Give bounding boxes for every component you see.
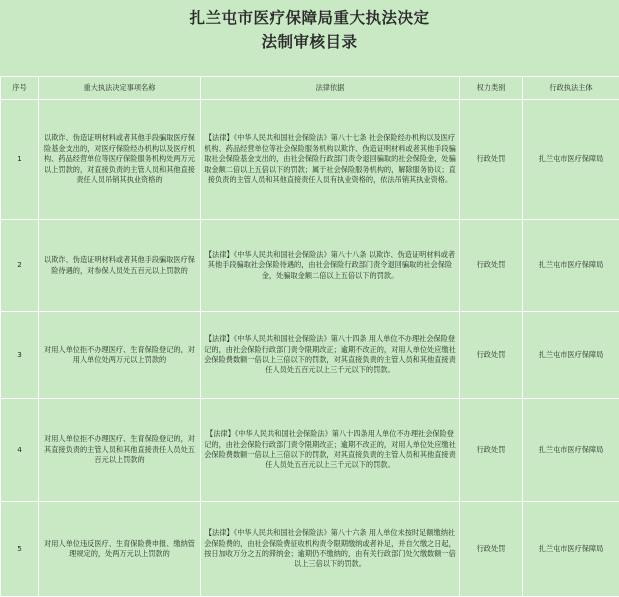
header-basis: 法律依据 <box>201 77 460 100</box>
cell-name: 对用人单位违反医疗、生育保险费申报、缴纳管理规定的，处两万元以上罚款的 <box>39 502 201 597</box>
cell-basis: 【法律】《中华人民共和国社会保险法》第八十六条 用人单位未按时足额缴纳社会保险费的，由社会保险费征收机构责令限期缴纳或者补足，并自欠缴之日起，按日加收万分之五的滞纳金；逾期仍不缴纳的，由有关行政部门处欠缴数额一倍以上三倍以下的罚款。 <box>201 502 460 597</box>
cell-type: 行政处罚 <box>460 100 523 220</box>
cell-no: 3 <box>1 312 39 399</box>
table-row <box>1 502 619 597</box>
table-row <box>1 100 619 220</box>
cell-subject: 扎兰屯市医疗保障局 <box>523 312 619 399</box>
cell-type: 行政处罚 <box>460 502 523 597</box>
cell-subject: 扎兰屯市医疗保障局 <box>523 399 619 502</box>
cell-basis: 【法律】《中华人民共和国社会保险法》第八十四条用人单位不办理社会保险登记的，由社会保险行政部门责令限期改正；逾期不改正的，对用人单位处应缴社会保险费数额一倍以上三倍以下的罚款，对其直接负责的主管人员和其他直接责任人员处五百元以上三千元以下的罚款。 <box>201 399 460 502</box>
document-title: 扎兰屯市医疗保障局重大执法决定 <box>0 6 619 30</box>
cell-no: 2 <box>1 220 39 312</box>
cell-no: 4 <box>1 399 39 502</box>
header-subject: 行政执法主体 <box>523 77 619 100</box>
cell-name: 以欺诈、伪造证明材料或者其他手段骗取医疗保险待遇的，对参保人员处五百元以上罚款的 <box>39 220 201 312</box>
document-subtitle: 法制审核目录 <box>0 30 619 54</box>
table-row <box>1 399 619 502</box>
cell-no: 1 <box>1 100 39 220</box>
cell-basis: 【法律】《中华人民共和国社会保险法》第八十四条 用人单位不办理社会保险登记的，由社会保险行政部门责令限期改正；逾期不改正的，对用人单位处应缴社会保险费数额一倍以上三倍以下的罚款，对其直接负责的主管人员和其他直接责任人员处五百元以上三千元以下的罚款。 <box>201 312 460 399</box>
cell-name: 对用人单位拒不办理医疗、生育保险登记的，对用人单位处两万元以上罚款的 <box>39 312 201 399</box>
header-name: 重大执法决定事项名称 <box>39 77 201 100</box>
header-type: 权力类别 <box>460 77 523 100</box>
document-header <box>0 0 619 76</box>
cell-basis: 【法律】《中华人民共和国社会保险法》第八十七条 社会保险经办机构以及医疗机构、药品经营单位等社会保险服务机构以欺诈、伪造证明材料或者其他手段骗取社会保险基金支出的，由社会保险行政部门责令退回骗取的社会保险金，处骗取金额二倍以上五倍以下的罚款；属于社会保险服务机构的，解除服务协议；直接负责的主管人员和其他直接责任人员有执业资格的，依法吊销其执业资格。 <box>201 100 460 220</box>
cell-subject: 扎兰屯市医疗保障局 <box>523 100 619 220</box>
table-header-row <box>1 77 619 100</box>
cell-name: 以欺诈、伪造证明材料或者其他手段骗取医疗保险基金支出的，对医疗保险经办机构以及医疗机构、药品经营单位等医疗保险服务机构处两万元以上罚款的，对直接负责的主管人员和其他直接责任人员吊销其执业资格的 <box>39 100 201 220</box>
cell-type: 行政处罚 <box>460 220 523 312</box>
cell-type: 行政处罚 <box>460 312 523 399</box>
table-row <box>1 220 619 312</box>
cell-name: 对用人单位拒不办理医疗、生育保险登记的，对其直接负责的主管人员和其他直接责任人员处五百元以上罚款的 <box>39 399 201 502</box>
header-no: 序号 <box>1 77 39 100</box>
cell-subject: 扎兰屯市医疗保障局 <box>523 220 619 312</box>
cell-subject: 扎兰屯市医疗保障局 <box>523 502 619 597</box>
cell-basis: 【法律】《中华人民共和国社会保险法》第八十八条 以欺诈、伪造证明材料或者其他手段骗取社会保险待遇的，由社会保险行政部门责令退回骗取的社会保险金，处骗取金额二倍以上五倍以下的罚款。 <box>201 220 460 312</box>
table-row <box>1 312 619 399</box>
cell-no: 5 <box>1 502 39 597</box>
cell-type: 行政处罚 <box>460 399 523 502</box>
review-catalog-table <box>0 76 619 597</box>
